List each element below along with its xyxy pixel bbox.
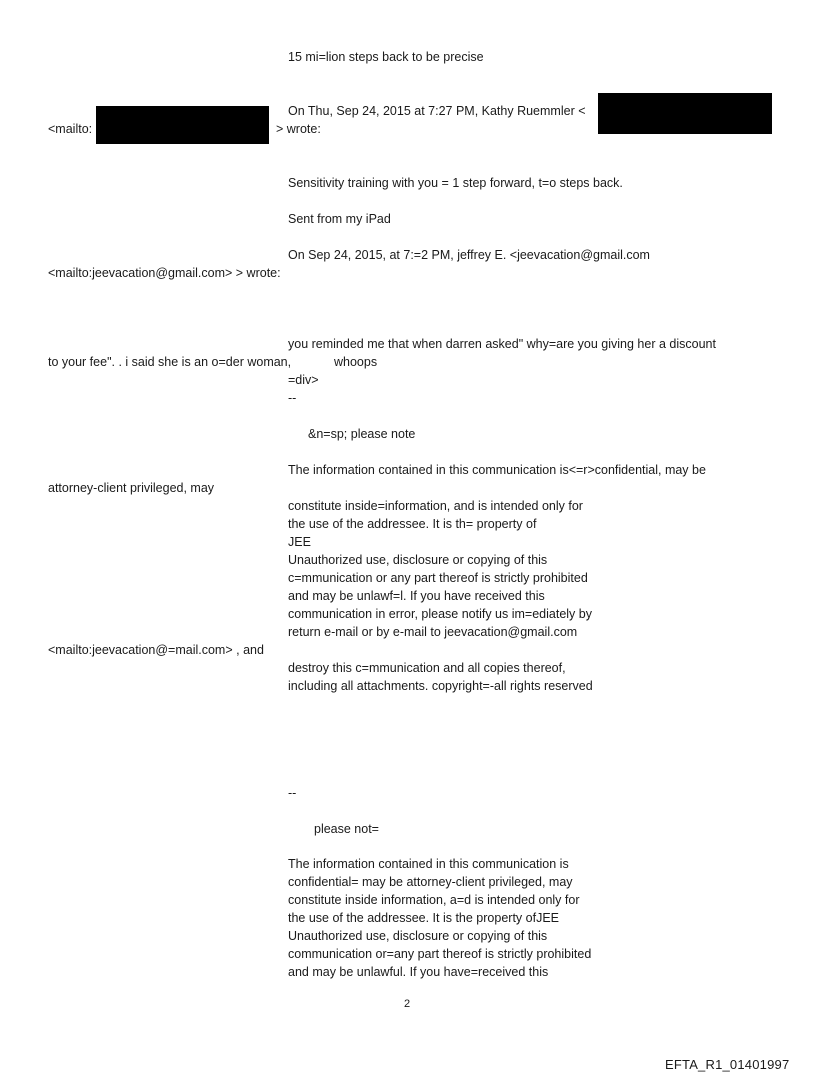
email-line: 15 mi=lion steps back to be precise bbox=[288, 50, 484, 64]
email-line: constitute inside information, a=d is intended only for bbox=[288, 893, 580, 907]
email-line: constitute inside=information, and is intended only for bbox=[288, 499, 583, 513]
email-line: =div> bbox=[288, 373, 319, 387]
email-line: communication in error, please notify us im=ediately by bbox=[288, 607, 592, 621]
redaction-block bbox=[96, 106, 269, 144]
email-line: <mailto: bbox=[48, 122, 93, 136]
email-line: confidential= may be attorney-client privileged, may bbox=[288, 875, 573, 889]
email-line: -- bbox=[288, 391, 297, 405]
email-line: Sent from my iPad bbox=[288, 212, 391, 226]
email-line: Sensitivity training with you = 1 step forward, t=o steps back. bbox=[288, 176, 623, 190]
email-line: to your fee". . i said she is an o=der woman, bbox=[48, 355, 292, 369]
email-line: please not= bbox=[314, 822, 379, 836]
email-line: <mailto:jeevacation@=mail.com> , and bbox=[48, 643, 264, 657]
email-line: the use of the addressee. It is the property ofJEE bbox=[288, 911, 559, 925]
email-line: JEE bbox=[288, 535, 311, 549]
document-id: EFTA_R1_01401997 bbox=[665, 1057, 790, 1072]
email-line: The information contained in this communication is<=r>confidential, may be bbox=[288, 463, 706, 477]
email-line: destroy this c=mmunication and all copies thereof, bbox=[288, 661, 566, 675]
email-line: return e-mail or by e-mail to jeevacation@gmail.com bbox=[288, 625, 578, 639]
email-line: -- bbox=[288, 786, 297, 800]
email-line: attorney-client privileged, may bbox=[48, 481, 215, 495]
email-line: The information contained in this communication is bbox=[288, 857, 569, 871]
email-line: communication or=any part thereof is strictly prohibited bbox=[288, 947, 592, 961]
email-line: > wrote: bbox=[276, 122, 321, 136]
email-line: the use of the addressee. It is th= property of bbox=[288, 517, 537, 531]
email-line: c=mmunication or any part thereof is strictly prohibited bbox=[288, 571, 588, 585]
page-number: 2 bbox=[404, 998, 411, 1010]
email-line: On Thu, Sep 24, 2015 at 7:27 PM, Kathy Ruemmler < bbox=[288, 104, 586, 118]
email-line: and may be unlawf=l. If you have received this bbox=[288, 589, 545, 603]
email-line: Unauthorized use, disclosure or copying of this bbox=[288, 929, 548, 943]
email-line: whoops bbox=[334, 355, 378, 369]
email-line: &n=sp; please note bbox=[308, 427, 416, 441]
email-line: and may be unlawful. If you have=received this bbox=[288, 965, 549, 979]
email-line: Unauthorized use, disclosure or copying of this bbox=[288, 553, 548, 567]
email-line: including all attachments. copyright=-all rights reserved bbox=[288, 679, 593, 693]
email-line: you reminded me that when darren asked" why=are you giving her a discount bbox=[288, 337, 716, 351]
email-line: <mailto:jeevacation@gmail.com> > wrote: bbox=[48, 266, 281, 280]
email-line: On Sep 24, 2015, at 7:=2 PM, jeffrey E. <jeevacation@gmail.com bbox=[288, 248, 650, 262]
redaction-block bbox=[598, 93, 772, 134]
